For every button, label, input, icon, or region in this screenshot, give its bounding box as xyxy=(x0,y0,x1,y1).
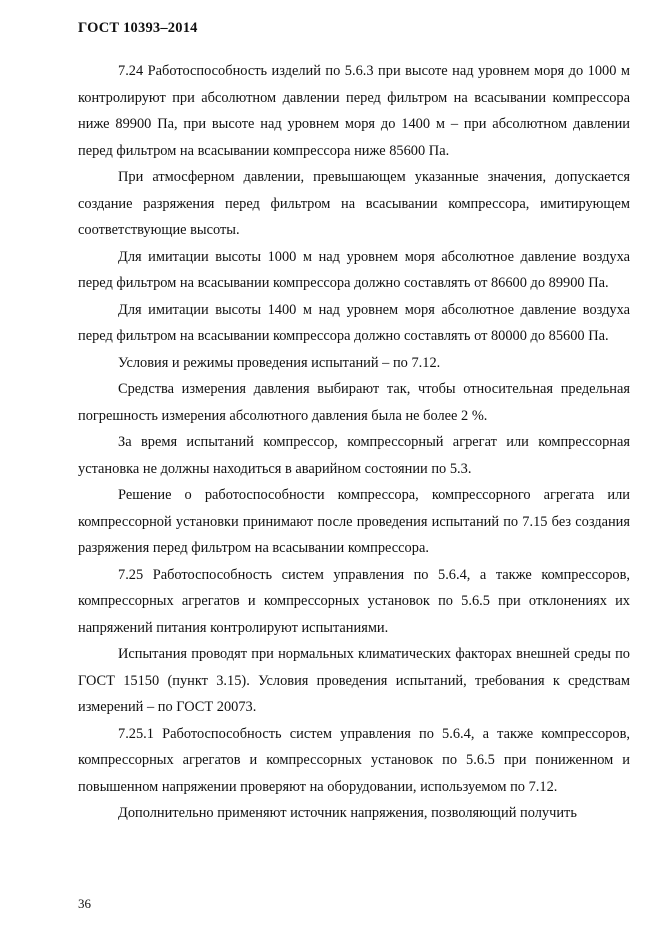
paragraph-atmospheric-pressure: При атмосферном давлении, превышающем указанные значения, допускается создание разряжения перед фильтром на всасывании компрессора, имитирующем соответствующие высоты. xyxy=(78,169,630,238)
paragraph-no-emergency-state: За время испытаний компрессор, компрессорный агрегат или компрессорная установка не должны находиться в аварийном состоянии по 5.3. xyxy=(78,434,630,477)
paragraph-decision: Решение о работоспособности компрессора, компрессорного агрегата или компрессорной установки принимают после проведения испытаний по 7.15 без создания разряжения перед фильтром на всасывании компрессора. xyxy=(78,487,630,556)
paragraph-7-24: 7.24 Работоспособность изделий по 5.6.3 при высоте над уровнем моря до 1000 м контролируют при абсолютном давлении перед фильтром на всасывании компрессора ниже 89900 Па, при высоте над уровнем моря до 1400 м – при абсолютном давлении перед фильтром на всасывании компрессора ниже 85600 Па. xyxy=(78,63,630,159)
page-number: 36 xyxy=(78,896,91,911)
document-body xyxy=(78,58,630,827)
paragraph-climatic-factors: Испытания проводят при нормальных климатических факторах внешней среды по ГОСТ 15150 (пункт 3.15). Условия проведения испытаний, требования к средствам измерений – по ГОСТ 20073. xyxy=(78,646,630,715)
paragraph-7-25-1: 7.25.1 Работоспособность систем управления по 5.6.4, а также компрессоров, компрессорных агрегатов и компрессорных установок по 5.6.5 при пониженном и повышенном напряжении проверяют на оборудовании, используемом по 7.12. xyxy=(78,725,630,795)
paragraph-voltage-source: Дополнительно применяют источник напряжения, позволяющий получить xyxy=(118,805,577,821)
paragraph-imitation-1400m: Для имитации высоты 1400 м над уровнем моря абсолютное давление воздуха перед фильтром на всасывании компрессора должно составлять от 80000 до 85600 Па. xyxy=(78,301,630,344)
paragraph-imitation-1000m: Для имитации высоты 1000 м над уровнем моря абсолютное давление воздуха перед фильтром на всасывании компрессора должно составлять от 86600 до 89900 Па. xyxy=(78,248,630,291)
paragraph-7-25: 7.25 Работоспособность систем управления по 5.6.4, а также компрессоров, компрессорных агрегатов и компрессорных установок по 5.6.5 при отклонениях их напряжений питания контролируют испытаниями. xyxy=(78,566,630,636)
document-header: ГОСТ 10393–2014 xyxy=(78,20,198,36)
paragraph-test-conditions: Условия и режимы проведения испытаний – по 7.12. xyxy=(118,354,441,371)
paragraph-measurement-means: Средства измерения давления выбирают так, чтобы относительная предельная погрешность измерения абсолютного давления была не более 2 %. xyxy=(78,381,630,424)
